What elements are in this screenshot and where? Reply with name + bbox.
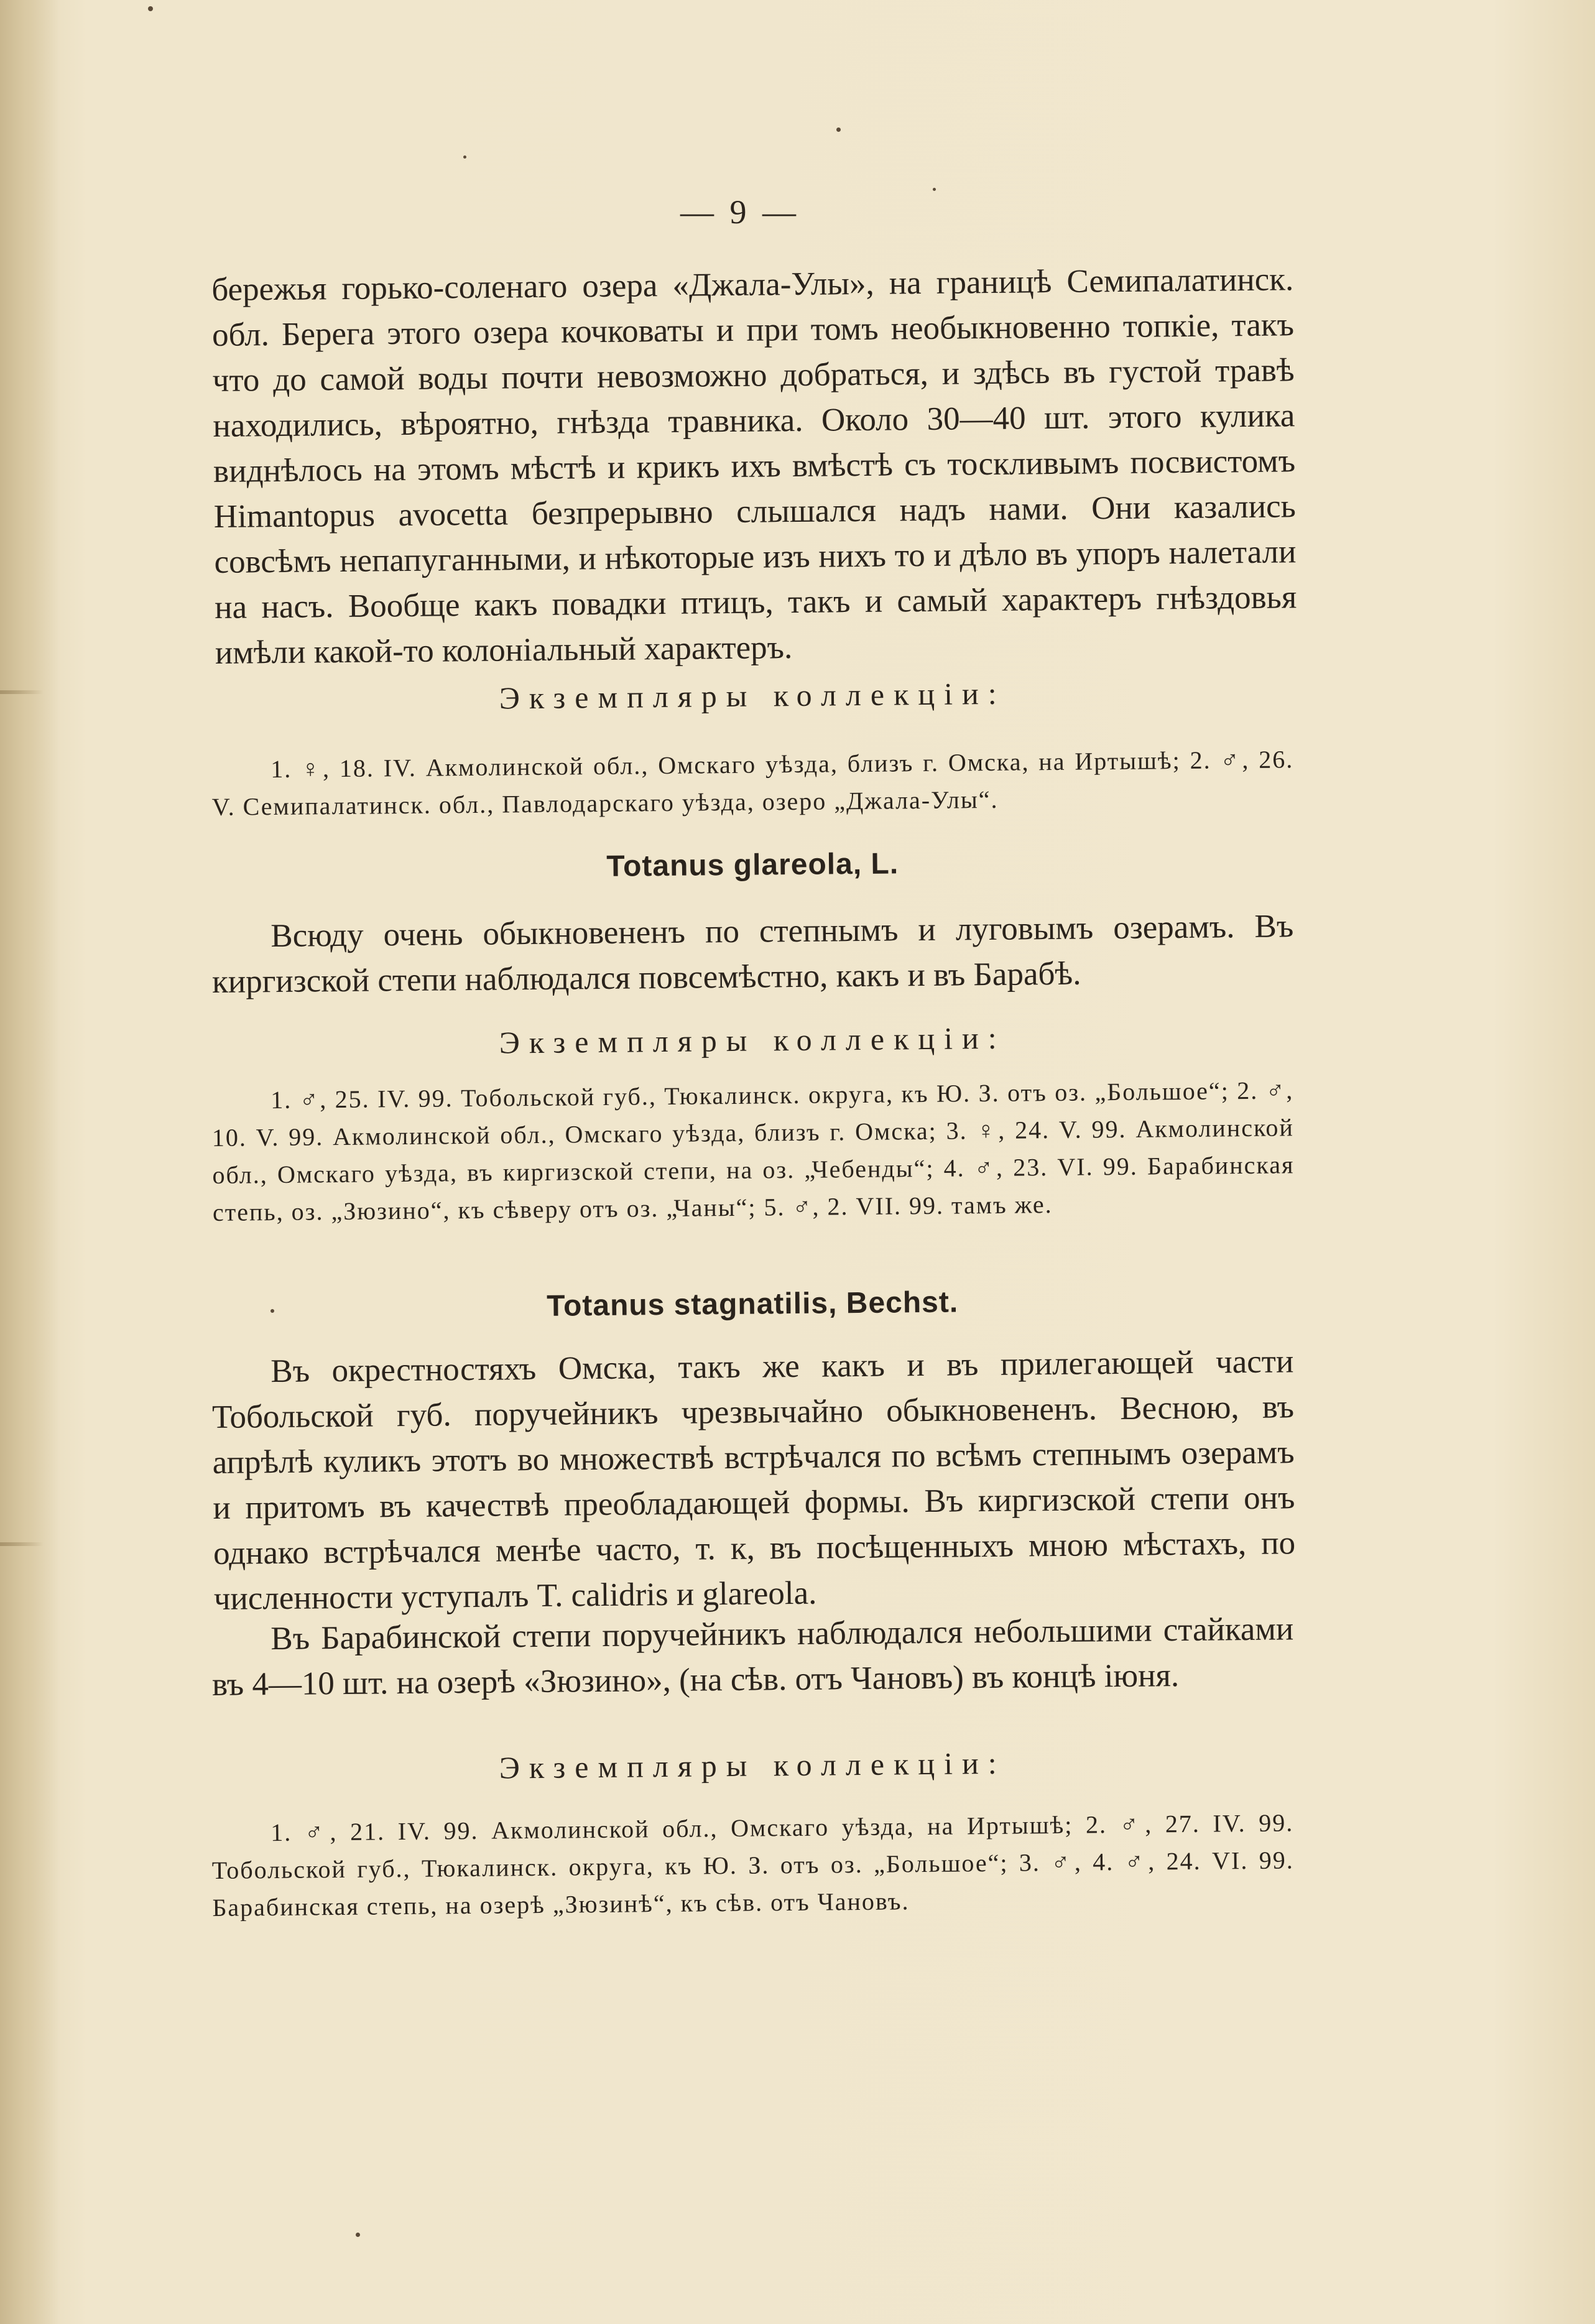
specimen-list <box>211 1072 1295 1231</box>
paper-speck <box>933 188 936 191</box>
specimen-list-text: 1. ♂, 25. IV. 99. Тобольской губ., Тюкалинск. округа, къ Ю. З. отъ оз. „Большое“; 2. ♂, 10. V. 99. Акмолинской обл., Омскаго уѣзда, близъ г. Омска; 3. ♀, 24. V. 99. Акмолинской обл., Омскаго уѣзда, въ киргизской степи, на оз. „Чебенды“; 4. ♂, 23. VI. 99. Барабинская степь, оз. „Зюзино“, къ сѣверу отъ оз. „Чаны“; 5. ♂, 2. VII. 99. тамъ же. <box>211 1076 1295 1226</box>
page-number: — 9 — <box>680 193 800 231</box>
specimen-list-text: 1. ♂, 21. IV. 99. Акмолинской обл., Омскаго уѣзда, на Иртышѣ; 2. ♂, 27. IV. 99. Тобольской губ., Тюкалинск. округа, къ Ю. З. отъ оз. „Большое“; 3. ♂, 4. ♂, 24. VI. 99. Барабинская степь, на озерѣ „Зюзинѣ“, къ сѣв. отъ Чановъ. <box>211 1808 1294 1922</box>
specimen-list <box>211 1804 1295 1927</box>
collection-heading <box>211 672 1293 719</box>
paragraph-text: бережья горько-соленаго озера «Джала-Улы», на границѣ Семипалатинск. обл. Берега этого озера кочковаты и при томъ необыкновенно топкіе, такъ что до самой воды почти невозможно добраться, и здѣсь въ густой травѣ находились, вѣроятно, гнѣзда травника. Около 30—40 шт. этого кулика виднѣлось на этомъ мѣстѣ и крикъ ихъ вмѣстѣ съ тоскливымъ посвистомъ Himantopus avocetta безпрерывно слышался надъ нами. Они казались совсѣмъ непапуганными, и нѣкоторые изъ нихъ то и дѣло въ упоръ налетали на насъ. Вообще какъ повадки птицъ, такъ и самый характеръ гнѣздовья имѣли какой-то колоніальный характеръ. <box>211 261 1297 671</box>
species-heading <box>211 843 1293 887</box>
species-heading-text: Totanus glareola, L. <box>606 847 899 883</box>
paragraph-stagnatilis-1 <box>211 1339 1296 1622</box>
paragraph-text: Всюду очень обыкновененъ по степнымъ и луговымъ озерамъ. Въ киргизской степи наблюдался повсемѣстно, какъ и въ Барабѣ. <box>211 908 1294 1000</box>
paragraph-stagnatilis-2 <box>211 1606 1294 1708</box>
paper-speck <box>356 2233 360 2237</box>
species-heading-text: Totanus stagnatilis, Bechst. <box>547 1285 959 1323</box>
paragraph-glareola <box>211 904 1294 1005</box>
paragraph-intro <box>211 257 1297 676</box>
species-heading <box>211 1282 1293 1326</box>
paragraph-text: Въ Барабинской степи поручейникъ наблюдался небольшими стайками въ 4—10 шт. на озерѣ «Зюзино», (на сѣв. отъ Чановъ) въ концѣ іюня. <box>211 1611 1294 1703</box>
fold-mark <box>0 690 44 694</box>
paper-speck <box>463 155 466 159</box>
collection-heading-text: Экземпляры коллекціи: <box>499 1745 1006 1785</box>
specimen-list <box>211 741 1294 826</box>
paper-speck <box>836 127 841 132</box>
paragraph-text: Въ окрестностяхъ Омска, такъ же какъ и въ прилегающей части Тобольской губ. поручейникъ чрезвычайно обыкновененъ. Весною, въ апрѣлѣ куликъ этотъ во множествѣ встрѣчался по всѣмъ степнымъ озерамъ и притомъ въ качествѣ преобладающей формы. Въ киргизской степи онъ однако встрѣчался менѣе часто, т. к, въ посѣщенныхъ мною мѣстахъ, по численности уступалъ T. calidris и glareola. <box>211 1343 1296 1617</box>
collection-heading <box>211 1017 1293 1063</box>
collection-heading <box>211 1742 1293 1789</box>
collection-heading-text: Экземпляры коллекціи: <box>499 675 1006 716</box>
paper-speck <box>148 6 153 11</box>
specimen-list-text: 1. ♀, 18. IV. Акмолинской обл., Омскаго уѣзда, близъ г. Омска, на Иртышѣ; 2. ♂, 26. V. Семипалатинск. обл., Павлодарскаго уѣзда, озеро „Джала-Улы“. <box>211 745 1294 821</box>
fold-mark <box>0 1542 44 1546</box>
page-binding-shadow <box>0 0 59 2324</box>
collection-heading-text: Экземпляры коллекціи: <box>499 1020 1006 1060</box>
